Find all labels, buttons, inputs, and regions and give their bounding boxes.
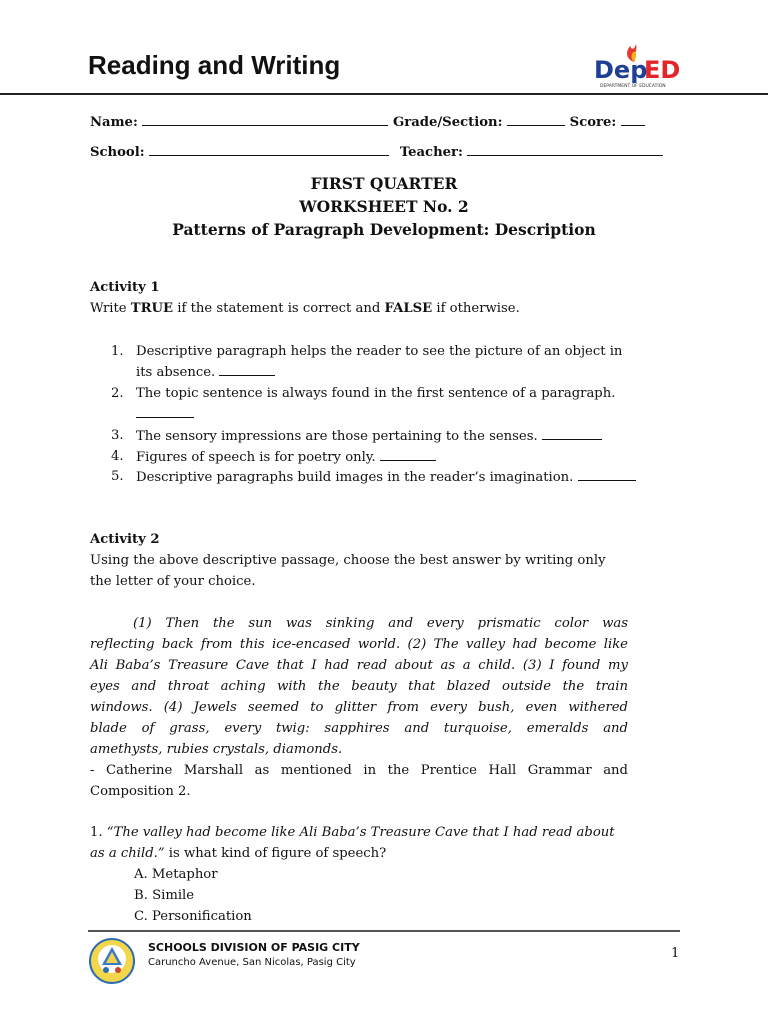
score-field[interactable] xyxy=(621,112,645,126)
topic-heading: Patterns of Paragraph Development: Description xyxy=(172,220,596,239)
item-text: The sensory impressions are those pertaining to the senses. xyxy=(136,426,602,447)
item-text: The topic sentence is always found in the first sentence of a paragraph. xyxy=(136,386,616,401)
passage-line: reflecting back from this ice-encased world. (2) The valley had become like xyxy=(90,637,628,652)
school-field[interactable] xyxy=(149,142,389,156)
answer-blank[interactable] xyxy=(578,467,636,481)
answer-blank[interactable] xyxy=(219,362,275,376)
item-number: 2. xyxy=(111,386,124,401)
activity2-instructions: the letter of your choice. xyxy=(90,574,256,589)
activity2-title: Activity 2 xyxy=(90,532,160,547)
attribution: Composition 2. xyxy=(90,784,191,799)
activity1-title: Activity 1 xyxy=(90,280,160,295)
pasig-division-seal xyxy=(88,937,136,985)
deped-logo xyxy=(592,42,684,90)
school-label: School: xyxy=(90,145,145,160)
page-number: 1 xyxy=(671,946,680,961)
activity2-instructions: Using the above descriptive passage, choose the best answer by writing only xyxy=(90,553,606,568)
name-row xyxy=(90,112,645,133)
passage-line: blade of grass, every twig: sapphires and turquoise, emeralds and xyxy=(90,721,628,736)
passage-line: eyes and throat aching with the beauty that blazed outside the train xyxy=(90,679,628,694)
option-c: C. Personification xyxy=(134,909,252,924)
svg-text:ED: ED xyxy=(644,56,681,84)
item-text: its absence. xyxy=(136,362,275,383)
name-field[interactable] xyxy=(142,112,388,126)
passage-line: amethysts, rubies crystals, diamonds. xyxy=(90,742,343,757)
answer-blank[interactable] xyxy=(380,447,436,461)
passage-line: Ali Baba’s Treasure Cave that I had read about as a child. (3) I found my xyxy=(90,658,628,673)
teacher-label: Teacher: xyxy=(399,145,463,160)
activity1-instructions: Write TRUE if the statement is correct and FALSE if otherwise. xyxy=(90,301,520,316)
school-row xyxy=(90,142,663,163)
teacher-field[interactable] xyxy=(467,142,663,156)
grade-section-label: Grade/Section: xyxy=(393,115,503,130)
question-1: 1. “The valley had become like Ali Baba’s Treasure Cave that I had read about xyxy=(90,825,615,840)
score-label: Score: xyxy=(569,115,617,130)
item-text: Descriptive paragraphs build images in the reader’s imagination. xyxy=(136,467,636,488)
name-label: Name: xyxy=(90,115,138,130)
worksheet-heading: WORKSHEET No. 2 xyxy=(299,197,469,216)
footer-divider xyxy=(88,930,680,932)
footer-division: SCHOOLS DIVISION OF PASIG CITY xyxy=(148,941,360,954)
quarter-heading: FIRST QUARTER xyxy=(310,174,458,193)
svg-text:Dep: Dep xyxy=(594,56,648,84)
item-text xyxy=(136,404,194,425)
footer-address: Caruncho Avenue, San Nicolas, Pasig City xyxy=(148,957,356,968)
header-divider xyxy=(0,93,768,95)
option-a: A. Metaphor xyxy=(134,867,218,882)
answer-blank[interactable] xyxy=(136,404,194,418)
item-number: 3. xyxy=(111,428,124,443)
attribution: - Catherine Marshall as mentioned in the Prentice Hall Grammar and xyxy=(90,763,628,778)
passage-line: windows. (4) Jewels seemed to glitter from every bush, even withered xyxy=(90,700,628,715)
item-text: Figures of speech is for poetry only. xyxy=(136,447,436,468)
page-title: Reading and Writing xyxy=(88,50,341,80)
svg-text:DEPARTMENT OF EDUCATION: DEPARTMENT OF EDUCATION xyxy=(600,84,666,89)
grade-section-field[interactable] xyxy=(507,112,565,126)
passage-line: (1) Then the sun was sinking and every prismatic color was xyxy=(133,616,628,631)
item-number: 4. xyxy=(111,449,124,464)
item-number: 1. xyxy=(111,344,124,359)
option-b: B. Simile xyxy=(134,888,195,903)
question-1-cont: as a child.” is what kind of figure of speech? xyxy=(90,846,387,861)
answer-blank[interactable] xyxy=(542,426,602,440)
item-text: Descriptive paragraph helps the reader to see the picture of an object in xyxy=(136,344,623,359)
item-number: 5. xyxy=(111,469,124,484)
